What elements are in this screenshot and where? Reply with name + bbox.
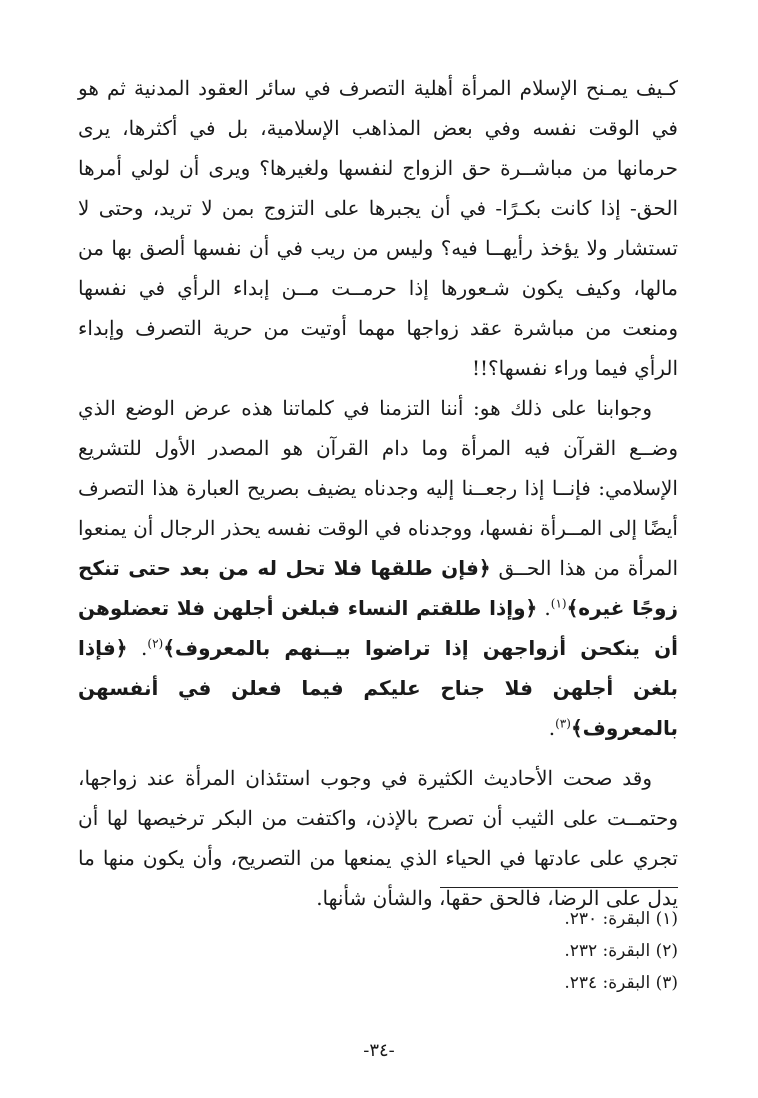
footnote-ref-3: (٣) xyxy=(555,716,571,731)
page-number: -٣٤- xyxy=(363,1040,395,1061)
footnote-ref-1: (١) xyxy=(550,596,567,611)
paragraph-question: كـيف يمـنح الإسلام المرأة أهلية التصرف في سائر العقود المدنية ثم هو في الوقت نفسه وفي بعض المذاهب الإسلامية، بل في أكثرها، يرى حرمانها من مباشــرة حق الزواج لنفسها ولغيرها؟ ويرى أن لولي أمرها الحق- إذا كانت بكـرًا- في أن يجبرها على التزوج بمن لا تريد، وحتى لا تستشار ولا يؤخذ رأيهــا فيه؟ وليس من ريب في أن نفسها ألصق بها من مالها، وكيف يكون شـعورها إذا حرمــت مــن إبداء الرأي في نفسها ومنعت من مباشرة عقد زواجها مهما أوتيت من حرية التصرف وإبداء الرأي فيما وراء نفسها؟!! xyxy=(78,76,678,380)
paragraph-hadith: وقد صحت الأحاديث الكثيرة في وجوب استئذان المرأة عند زواجها، وحتمــت على الثيب أن تصرح بالإذن، واكتفت من البكر ترخيصها لها أن تجري على عادتها في الحياء الذي يمنعها من التصريح، وأن يكون منها ما يدل على الرضا، فالحق حقها، والشأن شأنها. xyxy=(78,766,678,910)
footnotes xyxy=(440,903,678,999)
quran-verse-2: ﴿وإذا طلقتم النساء فبلغن أجلهن فلا تعضلوهن أن ينكحن أزواجهن إذا تراضوا بيــنهم بالمعروف﴾ xyxy=(78,596,679,660)
main-text xyxy=(78,68,678,918)
quran-verse-1: ﴿فإن طلقها فلا تحل له من بعد حتى تنكح زوجًا غيره﴾ xyxy=(78,556,678,620)
answer-intro-text: وجوابنا على ذلك هو: أننا التزمنا في كلماتنا هذه عرض الوضع الذي وضــع القرآن فيه المرأة وما دام القرآن هو المصدر الأول للتشريع الإسلامي: فإنــا إذا رجعــنا إليه وجدناه يضيف بصريح العبارة هذا التصرف أيضًا إلى المــرأة نفسها، ووجدناه في الوقت نفسه يحذر الرجال أن يمنعوا المرأة من هذا الحــق xyxy=(78,396,679,580)
footnote-2: (٢) البقرة: ٢٣٢. xyxy=(564,941,678,961)
footnote-ref-2: (٢) xyxy=(147,636,164,651)
paragraph-answer: وجوابنا على ذلك هو: أننا التزمنا في كلماتنا هذه عرض الوضع الذي وضــع القرآن فيه المرأة وما دام القرآن هو المصدر الأول للتشريع الإسلامي: فإنــا إذا رجعــنا إليه وجدناه يضيف بصريح العبارة هذا التصرف أيضًا إلى المــرأة نفسها، ووجدناه في الوقت نفسه يحذر الرجال أن يمنعوا المرأة من هذا الحــق ﴿فإن طلقها فلا تحل له من بعد حتى تنكح زوجًا غيره﴾$^{(١)}$. ﴿وإذا طلقتم النساء فبلغن أجلهن فلا تعضلوهن أن ينكحن أزواجهن إذا تراضوا بيــنهم بالمعروف﴾$^{(٢)}$. ﴿فإذا بلغن أجلهن فلا جناح عليكم فيما فعلن في أنفسهن بالمعروف﴾$^{(٣)}$. xyxy=(78,396,679,740)
footnote-1: (١) البقرة: ٢٣٠. xyxy=(564,909,678,929)
footnote-divider xyxy=(440,887,678,888)
footnote-3: (٣) البقرة: ٢٣٤. xyxy=(564,973,678,993)
quran-verse-3: ﴿فإذا بلغن أجلهن فلا جناح عليكم فيما فعلن في أنفسهن بالمعروف﴾ xyxy=(78,636,678,740)
